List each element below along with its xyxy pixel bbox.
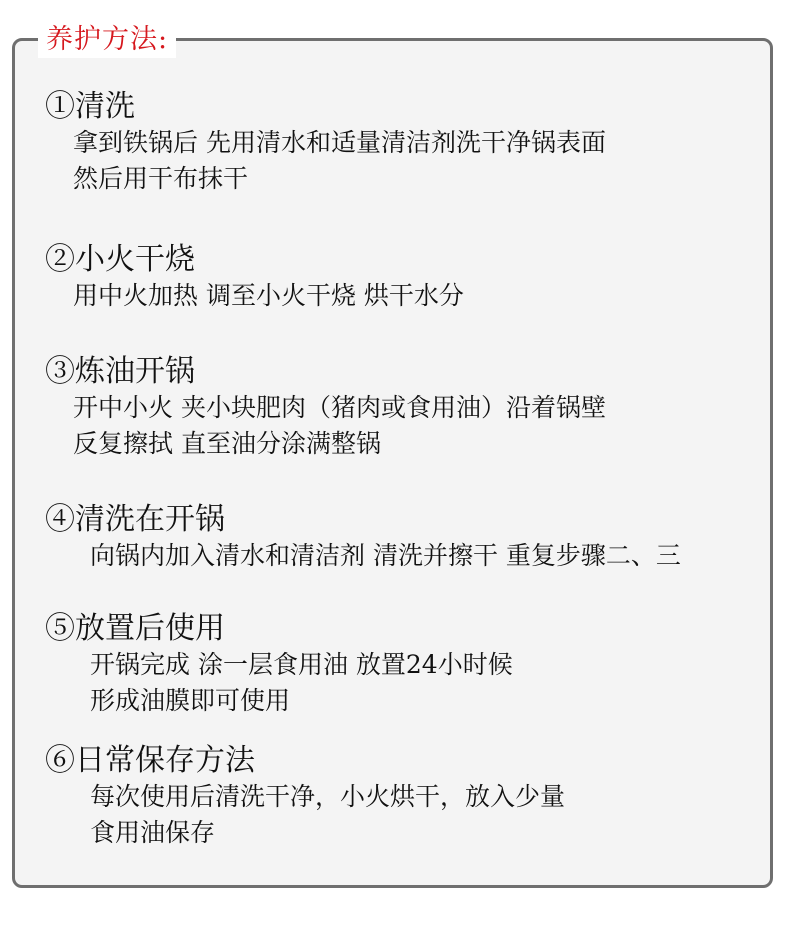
section-line: 形成油膜即可使用 xyxy=(90,686,291,715)
section-heading: ③炼油开锅 xyxy=(45,354,195,389)
section-line: 食用油保存 xyxy=(90,818,216,847)
section-line: 然后用干布抹干 xyxy=(73,164,249,193)
section-line: 向锅内加入清水和清洁剂 清洗并擦干 重复步骤二、三 xyxy=(90,541,681,570)
section-heading: ⑤放置后使用 xyxy=(45,611,225,646)
section-rest-use xyxy=(45,611,513,719)
section-heading: ②小火干烧 xyxy=(45,242,195,277)
section-line: 反复擦拭 直至油分涂满整锅 xyxy=(73,429,381,458)
section-heading: ①清洗 xyxy=(45,89,135,124)
section-line: 开中小火 夹小块肥肉（猪肉或食用油）沿着锅壁 xyxy=(73,393,606,422)
section-line: 每次使用后清洗干净，小火烘干，放入少量 xyxy=(90,782,566,811)
section-line: 开锅完成 涂一层食用油 放置24小时候 xyxy=(90,650,513,679)
section-oil-seasoning xyxy=(45,354,606,462)
section-rewash xyxy=(45,502,681,574)
section-line: 拿到铁锅后 先用清水和适量清洁剂洗干净锅表面 xyxy=(73,128,606,157)
section-heading: ⑥日常保存方法 xyxy=(45,743,255,778)
section-dry-heat xyxy=(45,242,464,314)
section-line: 用中火加热 调至小火干烧 烘干水分 xyxy=(73,281,464,310)
frame-title: 养护方法: xyxy=(38,22,176,58)
section-clean xyxy=(45,89,606,197)
section-heading: ④清洗在开锅 xyxy=(45,502,225,537)
section-daily-storage xyxy=(45,743,565,851)
